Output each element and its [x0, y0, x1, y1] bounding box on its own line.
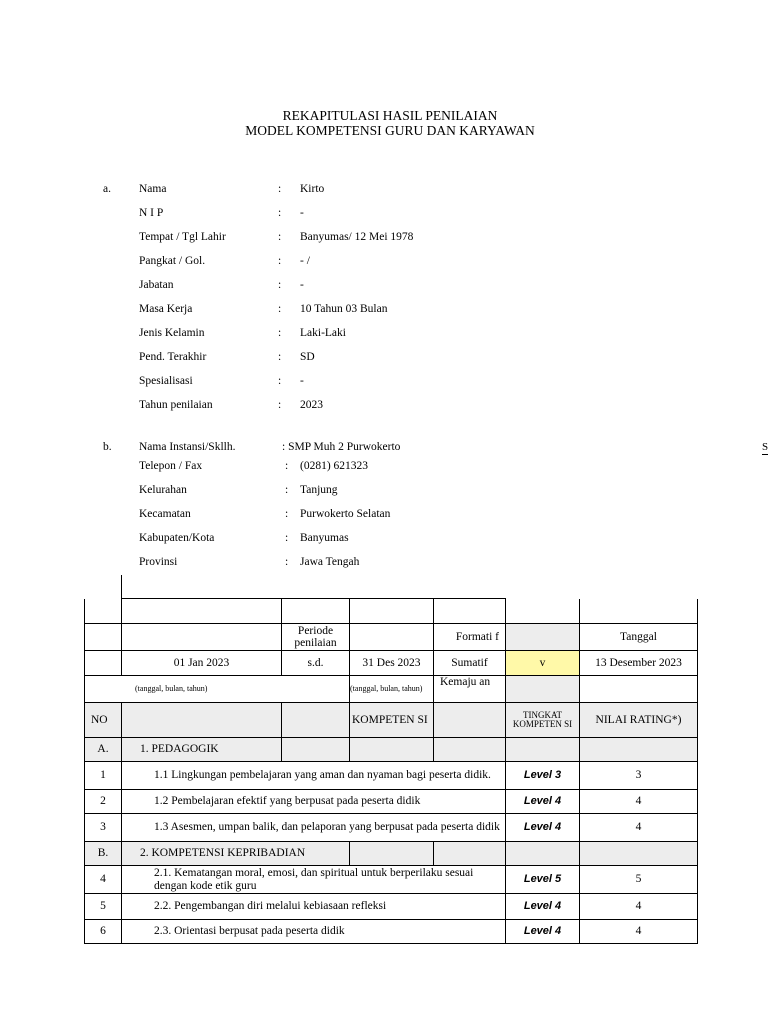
- group-name: 2. KOMPETENSI KEPRIBADIAN: [122, 842, 350, 866]
- field-value-kelurahan: Tanjung: [300, 484, 338, 496]
- table-cell: [434, 842, 506, 866]
- field-colon: :: [278, 279, 282, 291]
- group-row: [85, 738, 698, 762]
- field-colon: :: [278, 399, 282, 411]
- item-rating: 3: [580, 762, 698, 790]
- field-label-jenis-kelamin: Jenis Kelamin: [139, 327, 205, 339]
- sumatif-check-cell[interactable]: v: [506, 651, 580, 676]
- section-a-marker: a.: [103, 183, 111, 195]
- table-row: [85, 790, 698, 814]
- header-no: NO: [85, 703, 122, 738]
- field-colon: :: [278, 351, 282, 363]
- table-cell: [85, 599, 122, 624]
- assessment-table: [84, 598, 698, 944]
- table-cell: [580, 738, 698, 762]
- field-colon: :: [285, 484, 289, 496]
- item-level: Level 4: [506, 920, 580, 944]
- item-text: 2.1. Kematangan moral, emosi, dan spiritual untuk berperilaku sesuai dengan kode etik guru: [122, 866, 506, 894]
- item-no: 3: [85, 814, 122, 842]
- table-cell: [85, 624, 122, 651]
- field-value-pendidikan: SD: [300, 351, 315, 363]
- field-label-pendidikan: Pend. Terakhir: [139, 351, 207, 363]
- item-level: Level 3: [506, 762, 580, 790]
- field-label-spesialisasi: Spesialisasi: [139, 375, 193, 387]
- table-divider-line: [121, 575, 122, 599]
- periode-label: Periode penilaian: [282, 624, 350, 651]
- kemajuan-check-cell[interactable]: [506, 676, 580, 703]
- table-cell: [85, 651, 122, 676]
- table-cell: [350, 599, 434, 624]
- field-value-spesialisasi: -: [300, 375, 304, 387]
- item-rating: 4: [580, 790, 698, 814]
- item-text: 2.2. Pengembangan diri melalui kebiasaan refleksi: [122, 894, 506, 920]
- field-label-tahun-penilaian: Tahun penilaian: [139, 399, 213, 411]
- group-code: B.: [85, 842, 122, 866]
- document-title-line2: MODEL KOMPETENSI GURU DAN KARYAWAN: [245, 123, 535, 138]
- item-no: 2: [85, 790, 122, 814]
- item-text: [122, 762, 506, 790]
- date-hint-end: (tanggal, bulan, tahun): [350, 676, 434, 703]
- end-date: 31 Des 2023: [350, 651, 434, 676]
- field-colon: :: [278, 231, 282, 243]
- item-text: 2.3. Orientasi berpusat pada peserta didik: [122, 920, 506, 944]
- item-rating: 5: [580, 866, 698, 894]
- item-level: Level 4: [506, 790, 580, 814]
- item-rating: 4: [580, 894, 698, 920]
- field-label-kecamatan: Kecamatan: [139, 508, 191, 520]
- tanggal-value: 13 Desember 2023: [580, 651, 698, 676]
- field-colon: :: [278, 207, 282, 219]
- header-nilai: NILAI RATING*): [580, 703, 698, 738]
- table-cell: [580, 676, 698, 703]
- field-label-provinsi: Provinsi: [139, 556, 178, 568]
- sd-label: s.d.: [282, 651, 350, 676]
- field-colon: :: [278, 255, 282, 267]
- header-kompetensi: KOMPETEN SI: [350, 703, 434, 738]
- field-label-pangkat: Pangkat / Gol.: [139, 255, 206, 267]
- table-row: [85, 624, 698, 651]
- group-code: A.: [85, 738, 122, 762]
- field-colon: :: [278, 303, 282, 315]
- field-value-nip: -: [300, 207, 304, 219]
- field-colon: :: [285, 532, 289, 544]
- field-value-tempat-lahir: Banyumas/ 12 Mei 1978: [300, 231, 414, 243]
- field-value-kabupaten: Banyumas: [300, 532, 349, 544]
- date-hint-start: (tanggal, bulan, tahun): [85, 676, 350, 703]
- table-row: [85, 599, 698, 624]
- field-value-masa-kerja: 10 Tahun 03 Bulan: [300, 303, 388, 315]
- field-label-instansi: Nama Instansi/Skllh.: [139, 441, 236, 453]
- item-level: Level 4: [506, 894, 580, 920]
- table-cell: [580, 842, 698, 866]
- field-value-instansi: : SMP Muh 2 Purwokerto: [282, 441, 401, 453]
- field-value-kecamatan: Purwokerto Selatan: [300, 508, 391, 520]
- table-row: [85, 894, 698, 920]
- field-colon: :: [285, 508, 289, 520]
- table-cell: [506, 842, 580, 866]
- table-cell: [350, 624, 434, 651]
- table-cell: [282, 703, 350, 738]
- item-text-content: 1.1 Lingkungan pembelajaran yang aman dan nyaman bagi peserta didik.: [154, 769, 491, 782]
- field-value-jenis-kelamin: Laki-Laki: [300, 327, 346, 339]
- section-b-marker: b.: [103, 441, 112, 453]
- item-text: 1.2 Pembelajaran efektif yang berpusat pada peserta didik: [122, 790, 506, 814]
- table-cell: [122, 624, 282, 651]
- table-header-row: [85, 703, 698, 738]
- item-no: 6: [85, 920, 122, 944]
- field-label-tempat-lahir: Tempat / Tgl Lahir: [139, 231, 226, 243]
- formatif-label: Formati f: [434, 624, 506, 651]
- item-rating: 4: [580, 814, 698, 842]
- group-row: [85, 842, 698, 866]
- field-label-nama: Nama: [139, 183, 167, 195]
- field-label-nip: N I P: [139, 207, 164, 219]
- table-row: [85, 866, 698, 894]
- field-value-provinsi: Jawa Tengah: [300, 556, 360, 568]
- item-rating: 4: [580, 920, 698, 944]
- field-colon: :: [278, 375, 282, 387]
- field-label-kelurahan: Kelurahan: [139, 484, 187, 496]
- table-row: [85, 651, 698, 676]
- field-value-nama: Kirto: [300, 183, 325, 195]
- item-level: Level 4: [506, 814, 580, 842]
- item-no: 1: [85, 762, 122, 790]
- table-cell: [122, 599, 282, 624]
- table-row: [85, 762, 698, 790]
- tanggal-label: Tanggal: [580, 624, 698, 651]
- field-value-telepon: (0281) 621323: [300, 460, 369, 472]
- table-cell: [434, 738, 506, 762]
- kemajuan-label: Kemaju an: [434, 676, 506, 703]
- item-no: 4: [85, 866, 122, 894]
- table-cell: [350, 842, 434, 866]
- field-label-jabatan: Jabatan: [139, 279, 174, 291]
- group-name: 1. PEDAGOGIK: [122, 738, 282, 762]
- item-level: Level 5: [506, 866, 580, 894]
- table-cell: [122, 703, 282, 738]
- field-label-telepon: Telepon / Fax: [139, 460, 203, 472]
- table-row: [85, 920, 698, 944]
- formatif-check-cell[interactable]: [506, 624, 580, 651]
- table-cell: [350, 738, 434, 762]
- field-colon: :: [278, 183, 282, 195]
- field-colon: :: [285, 556, 289, 568]
- field-label-kabupaten: Kabupaten/Kota: [139, 532, 215, 544]
- table-cell: [282, 738, 350, 762]
- field-colon: :: [285, 460, 289, 472]
- table-cell: [506, 599, 580, 624]
- document-title-line1: REKAPITULASI HASIL PENILAIAN: [282, 108, 498, 123]
- item-text: 1.3 Asesmen, umpan balik, dan pelaporan yang berpusat pada peserta didik: [122, 814, 506, 842]
- item-no: 5: [85, 894, 122, 920]
- start-date: 01 Jan 2023: [122, 651, 282, 676]
- header-tingkat: TINGKAT KOMPETEN SI: [506, 703, 580, 738]
- field-label-masa-kerja: Masa Kerja: [139, 303, 193, 315]
- field-value-jabatan: -: [300, 279, 304, 291]
- table-row: [85, 814, 698, 842]
- table-cell: [282, 599, 350, 624]
- table-cell: [580, 599, 698, 624]
- table-row: [85, 676, 698, 703]
- field-colon: :: [278, 327, 282, 339]
- page-edge-mark: S: [762, 441, 768, 453]
- table-cell: [434, 703, 506, 738]
- table-cell: [506, 738, 580, 762]
- field-value-pangkat: - /: [300, 255, 310, 267]
- field-value-tahun-penilaian: 2023: [300, 399, 323, 411]
- table-cell: [434, 599, 506, 624]
- sumatif-label: Sumatif: [434, 651, 506, 676]
